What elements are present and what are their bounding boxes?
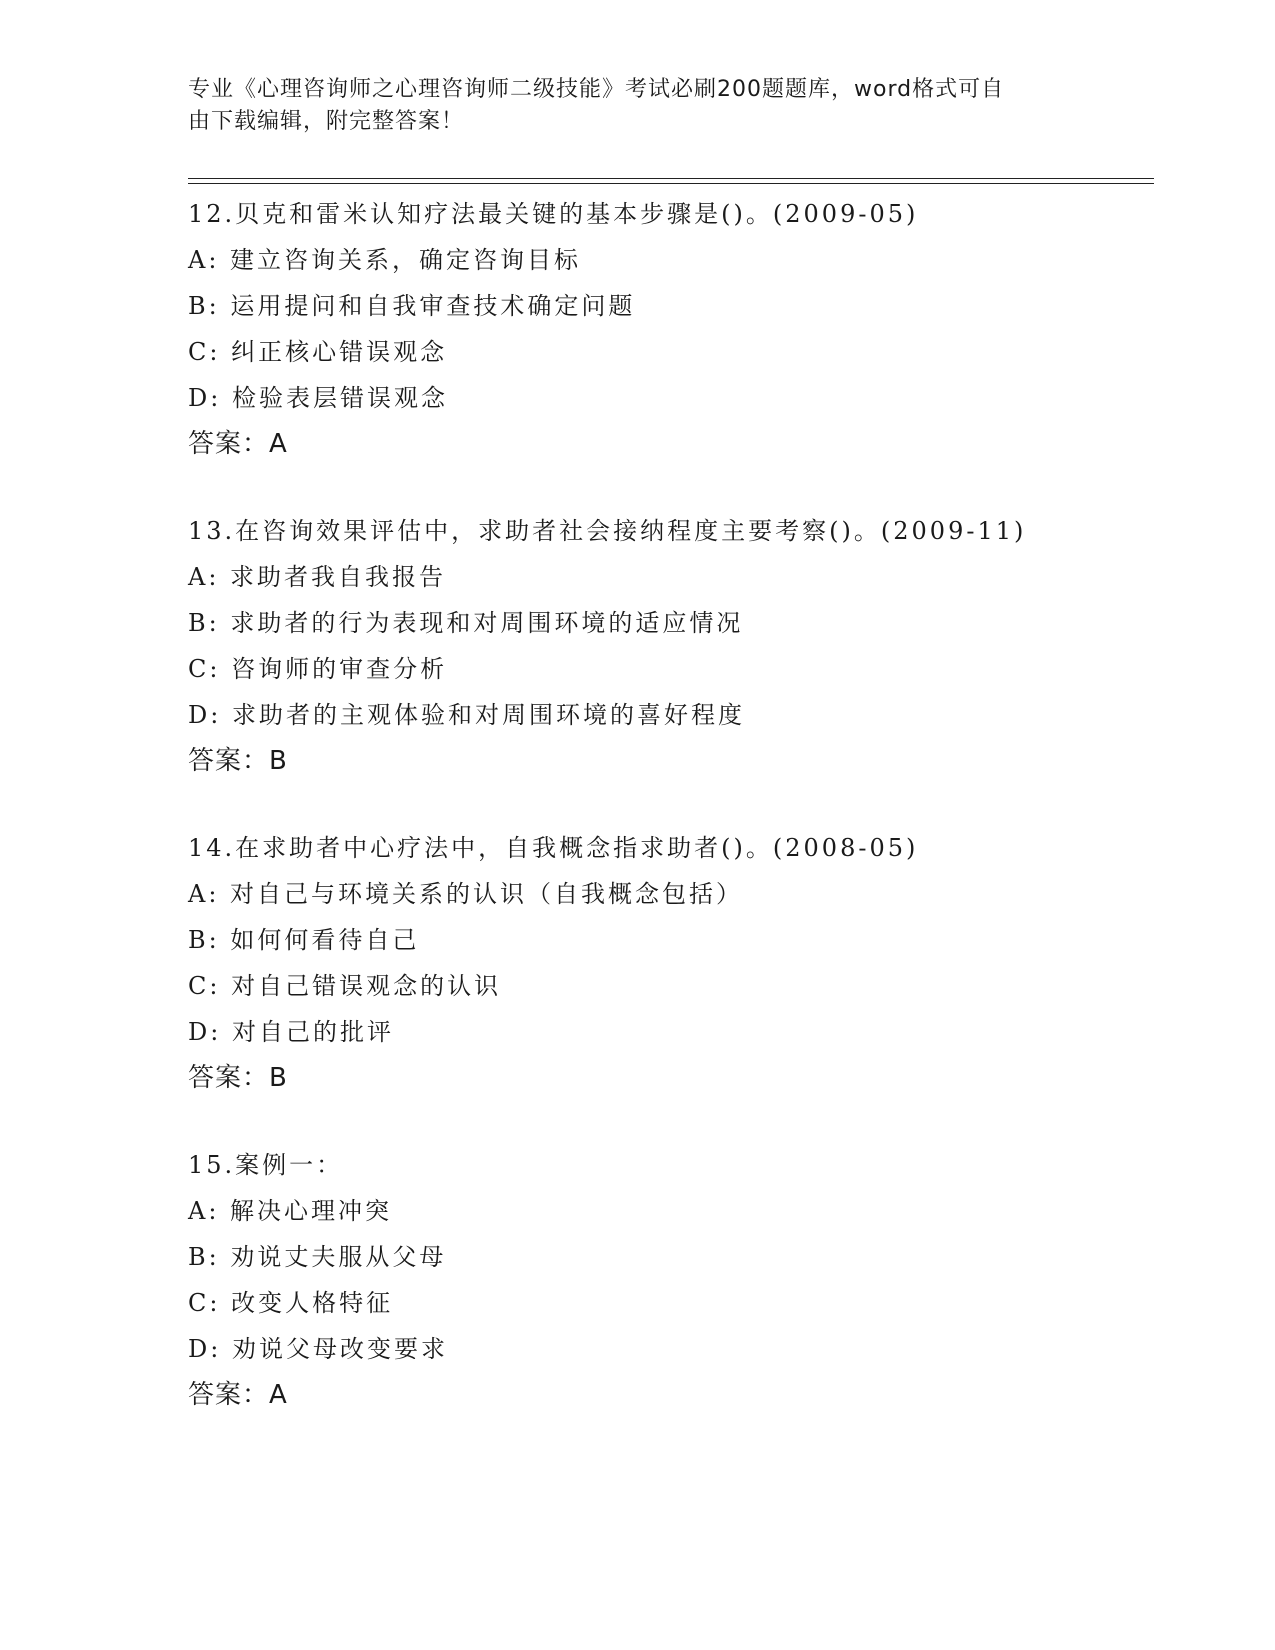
option-c: C: 改变人格特征 [188,1289,394,1317]
answer: 答案：A [188,429,288,459]
option-a: A: 建立咨询关系，确定咨询目标 [188,246,582,274]
option-a: A: 对自己与环境关系的认识（自我概念包括） [188,880,744,908]
header-line-1: 专业《心理咨询师之心理咨询师二级技能》考试必刷200题题库，word格式可自 [188,77,1005,102]
option-c: C: 咨询师的审查分析 [188,655,448,683]
option-b: B: 如何何看待自己 [188,926,420,954]
answer: 答案：A [188,1380,288,1410]
header-line-2: 由下载编辑，附完整答案！ [188,109,465,134]
header-divider-bottom [188,183,1154,184]
option-d: D: 检验表层错误观念 [188,384,448,412]
question-title: 15.案例一： [188,1151,344,1179]
question-15 [188,1142,1148,1418]
option-c: C: 纠正核心错误观念 [188,338,448,366]
option-a: A: 求助者我自我报告 [188,563,447,591]
answer: 答案：B [188,1063,288,1093]
document-header [188,74,1068,138]
question-list [188,191,1148,1459]
option-b: B: 运用提问和自我审查技术确定问题 [188,292,636,320]
question-title: 14.在求助者中心疗法中，自我概念指求助者()。(2008-05) [188,834,919,862]
option-d: D: 求助者的主观体验和对周围环境的喜好程度 [188,701,745,729]
option-d: D: 对自己的批评 [188,1018,394,1046]
question-title: 12.贝克和雷米认知疗法最关键的基本步骤是()。(2009-05) [188,200,919,228]
question-title: 13.在咨询效果评估中，求助者社会接纳程度主要考察()。(2009-11) [188,517,1027,545]
option-c: C: 对自己错误观念的认识 [188,972,502,1000]
option-b: B: 劝说丈夫服从父母 [188,1243,447,1271]
option-b: B: 求助者的行为表现和对周围环境的适应情况 [188,609,744,637]
option-d: D: 劝说父母改变要求 [188,1335,448,1363]
option-a: A: 解决心理冲突 [188,1197,393,1225]
question-14 [188,825,1148,1101]
header-divider-top [188,178,1154,179]
question-12 [188,191,1148,467]
answer: 答案：B [188,746,288,776]
question-13 [188,508,1148,784]
